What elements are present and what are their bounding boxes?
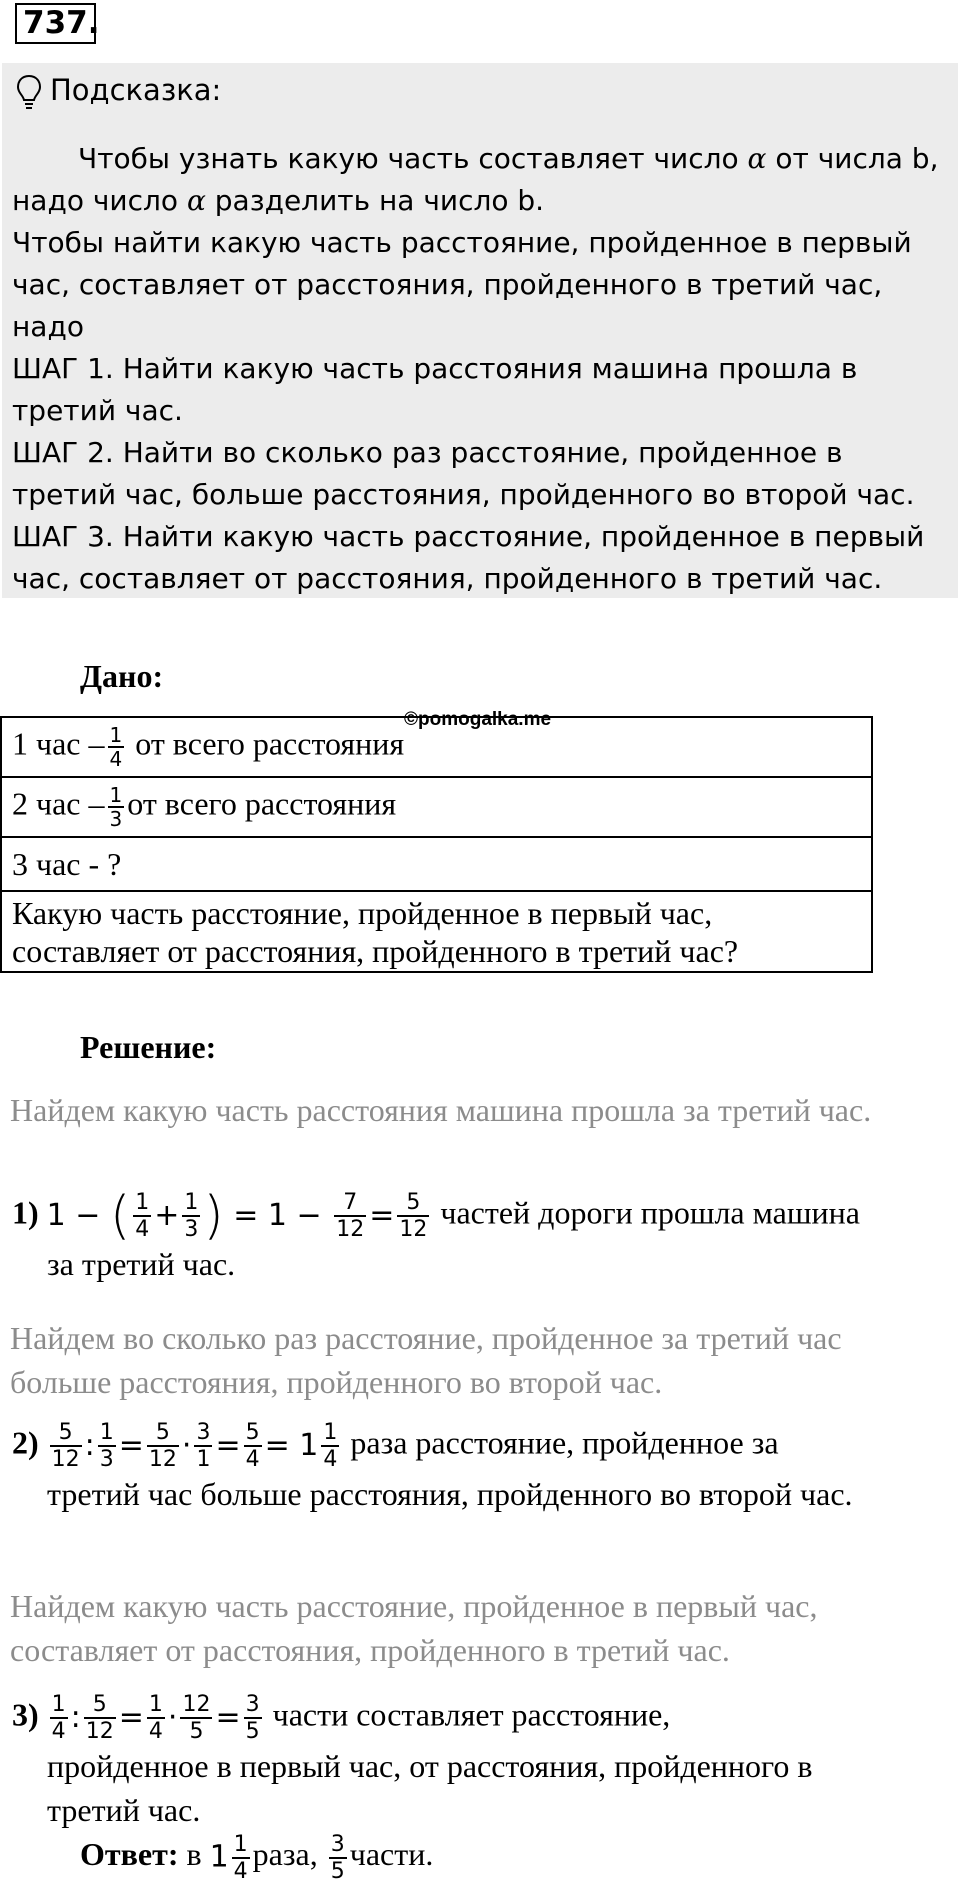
hint-step-2: ШАГ 2. Найти во сколько раз расстояние, пройденное в третий час, больше расстояния, пройденного во второй час. bbox=[12, 436, 915, 511]
solution-step-2: 2) $\frac{5}{12}$ : $\frac{1}{3}$ = $\frac{5}{12}$ · $\frac{3}{1}$ = $\frac{5}{4}$ = 1 $\frac{1}{4}$ раза расстояние, пройденное за третий час больше расстояния, пройденного во второй час. bbox=[12, 1420, 853, 1512]
hint-step-1: ШАГ 1. Найти какую часть расстояния машина прошла в третий час. bbox=[12, 352, 858, 427]
solution-note-3: Найдем какую часть расстояние, пройденное в первый час, составляет от расстояния, пройденного в третий час. bbox=[10, 1588, 818, 1668]
given-row-3: 3 час - ? bbox=[1, 837, 872, 891]
solution-note-2: Найдем во сколько раз расстояние, пройденное за третий час больше расстояния, пройденного во второй час. bbox=[10, 1320, 842, 1400]
hint-step-3: ШАГ 3. Найти какую часть расстояние, пройденное в первый час, составляет от расстояния, пройденного в третий час. bbox=[12, 520, 925, 595]
solution-step-1: 1) 1 − ( $\frac{1}{4}$ + $\frac{1}{3}$ ) = 1 − $\frac{7}{12}$ = $\frac{5}{12}$ частей дороги прошла машина за третий час. bbox=[12, 1186, 860, 1282]
given-table bbox=[0, 716, 873, 973]
given-row-2: 2 час – $\frac{1}{3}$ от всего расстояния bbox=[1, 777, 872, 837]
lightbulb-icon bbox=[16, 74, 42, 110]
hint-intro: Чтобы найти какую часть расстояние, пройденное в первый час, составляет от расстояния, пройденного в третий час, надо bbox=[12, 226, 912, 343]
solution-note-1: Найдем какую часть расстояния машина прошла за третий час. bbox=[10, 1092, 872, 1128]
watermark: ©pomogalka.me bbox=[404, 709, 552, 730]
given-row-1: 1 час – $\frac{1}{4}$ от всего расстояния bbox=[1, 717, 872, 777]
solution-title: Решение: bbox=[80, 1029, 217, 1065]
given-row-4: Какую часть расстояние, пройденное в первый час, составляет от расстояния, пройденного в третий час? bbox=[1, 891, 872, 972]
hint-title bbox=[16, 70, 221, 110]
given-title: Дано: bbox=[80, 658, 164, 694]
hint-title-text: Подсказка: bbox=[50, 73, 222, 107]
task-number: 737. bbox=[15, 3, 96, 44]
hint-rule-line2: надо число α разделить на число b. bbox=[12, 184, 545, 217]
solution-step-3: 3) $\frac{1}{4}$ : $\frac{5}{12}$ = $\frac{1}{4}$ · $\frac{12}{5}$ = $\frac{3}{5}$ части составляет расстояние, пройденное в первый час, от расстояния, пройденного в третий час. bbox=[12, 1692, 813, 1828]
answer: Ответ: в 1 $\frac{1}{4}$ раза, $\frac{3}{5}$ части. bbox=[80, 1831, 434, 1884]
hint-body bbox=[12, 138, 952, 600]
answer-label: Ответ: bbox=[80, 1836, 179, 1872]
hint-rule-line1: Чтобы узнать какую часть составляет число α от числа b, bbox=[78, 142, 939, 175]
